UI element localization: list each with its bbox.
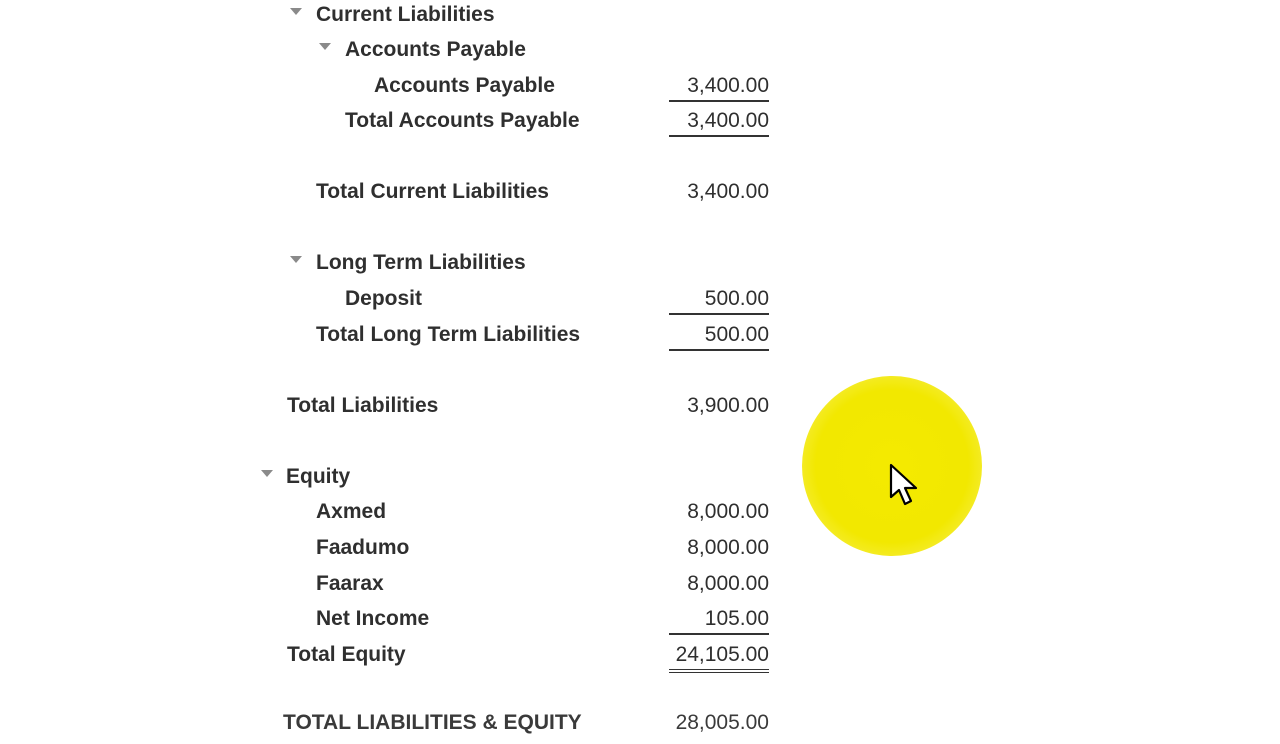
account-amount[interactable]: 8,000.00 <box>687 536 769 559</box>
section-current-liabilities[interactable] <box>0 0 1280 36</box>
account-label: Deposit <box>345 287 423 310</box>
account-label: Net Income <box>316 607 430 630</box>
total-amount[interactable]: 24,105.00 <box>669 640 769 673</box>
total-row-liabilities-and-equity[interactable] <box>0 708 1280 738</box>
collapse-triangle-icon[interactable] <box>319 43 331 50</box>
account-row-axmed[interactable] <box>0 497 1280 533</box>
account-row-faarax[interactable] <box>0 569 1280 605</box>
account-amount[interactable]: 105.00 <box>669 604 769 635</box>
total-label: Total Current Liabilities <box>316 180 549 203</box>
total-row-long-term-liabilities[interactable] <box>0 320 1280 356</box>
total-row-liabilities[interactable] <box>0 391 1280 427</box>
mouse-cursor-icon <box>889 463 921 509</box>
section-label: Equity <box>286 465 351 488</box>
collapse-triangle-icon[interactable] <box>290 8 302 15</box>
total-amount[interactable]: 3,900.00 <box>687 394 769 417</box>
account-row-faadumo[interactable] <box>0 533 1280 569</box>
account-label: Axmed <box>316 500 387 523</box>
group-accounts-payable[interactable] <box>0 35 1280 71</box>
account-label: Accounts Payable <box>374 74 555 97</box>
total-amount[interactable]: 28,005.00 <box>675 711 769 734</box>
section-long-term-liabilities[interactable] <box>0 248 1280 284</box>
total-label: Total Liabilities <box>287 394 439 417</box>
total-row-accounts-payable[interactable] <box>0 106 1280 142</box>
total-row-equity[interactable] <box>0 640 1280 676</box>
section-label: Current Liabilities <box>316 3 495 26</box>
account-label: Faarax <box>316 572 384 595</box>
total-amount[interactable]: 3,400.00 <box>669 106 769 137</box>
total-row-current-liabilities[interactable] <box>0 177 1280 213</box>
account-row-accounts-payable[interactable] <box>0 71 1280 107</box>
total-label: Total Accounts Payable <box>345 109 580 132</box>
account-amount[interactable]: 8,000.00 <box>687 500 769 523</box>
section-equity[interactable] <box>0 462 1280 498</box>
total-label: Total Equity <box>287 643 406 666</box>
group-label: Accounts Payable <box>345 38 526 61</box>
collapse-triangle-icon[interactable] <box>261 470 273 477</box>
section-label: Long Term Liabilities <box>316 251 526 274</box>
total-amount[interactable]: 3,400.00 <box>687 180 769 203</box>
account-label: Faadumo <box>316 536 410 559</box>
total-label: TOTAL LIABILITIES & EQUITY <box>283 711 582 734</box>
collapse-triangle-icon[interactable] <box>290 256 302 263</box>
account-amount[interactable]: 3,400.00 <box>669 71 769 102</box>
total-label: Total Long Term Liabilities <box>316 323 581 346</box>
account-amount[interactable]: 8,000.00 <box>687 572 769 595</box>
account-row-net-income[interactable] <box>0 604 1280 640</box>
account-row-deposit[interactable] <box>0 284 1280 320</box>
total-amount[interactable]: 500.00 <box>669 320 769 351</box>
account-amount[interactable]: 500.00 <box>669 284 769 315</box>
